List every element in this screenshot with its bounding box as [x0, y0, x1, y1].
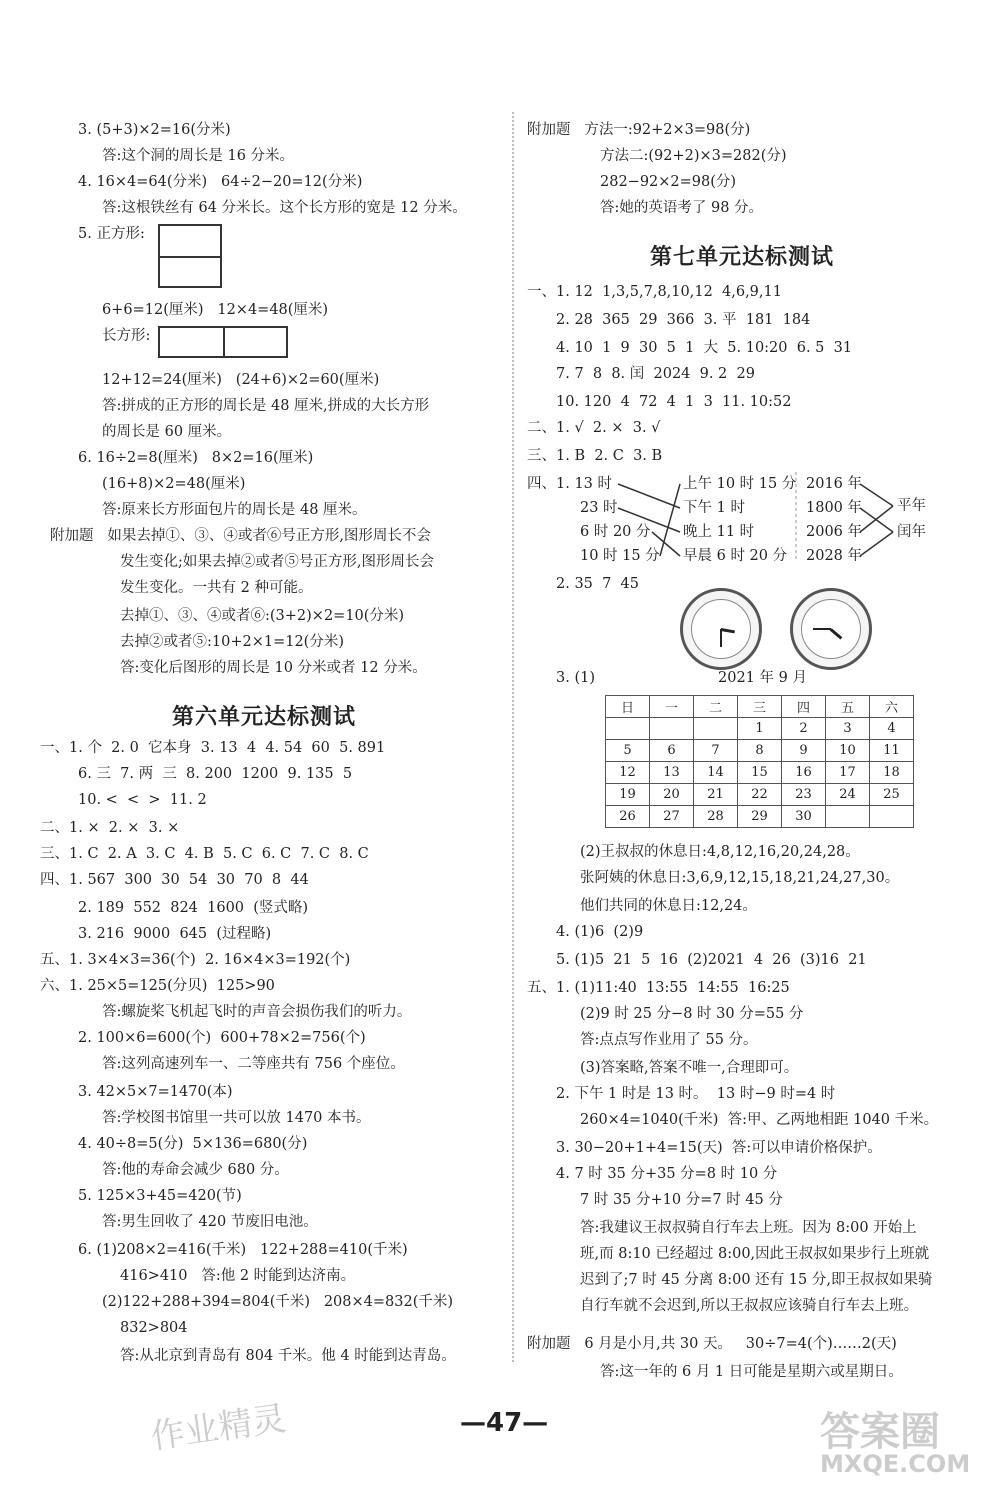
calendar-cell: 27 — [650, 806, 694, 828]
text-line: 23 时 — [580, 500, 618, 516]
text-line: 2. 189 552 824 1600 (竖式略) — [78, 900, 309, 916]
text-line: 4. (1)6 (2)9 — [556, 924, 644, 940]
calendar-cell: 9 — [782, 740, 826, 762]
text-line: 答:这根铁丝有 64 分米长。这个长方形的宽是 12 分米。 — [102, 200, 467, 216]
clock-icon — [790, 588, 872, 670]
calendar-cell: 5 — [606, 740, 650, 762]
text-line: 6 时 20 分 — [580, 524, 651, 540]
text-line: 的周长是 60 厘米。 — [102, 424, 232, 440]
text-line: 张阿姨的休息日:3,6,9,12,15,18,21,24,27,30。 — [580, 870, 900, 886]
text-line: 4. 16×4=64(分米) 64÷2−20=12(分米) — [78, 174, 363, 190]
text-line: 附加题 如果去掉①、③、④或者⑥号正方形,图形周长不会 — [50, 528, 431, 544]
calendar-cell — [650, 718, 694, 740]
unit6-title: 第六单元达标测试 — [172, 705, 357, 730]
calendar-cell: 25 — [870, 784, 914, 806]
text-line: 3. 216 9000 645 (过程略) — [78, 926, 272, 942]
calendar-header-cell: 二 — [694, 696, 738, 718]
text-line: 5. 125×3+45=420(节) — [78, 1188, 242, 1204]
text-line: 班,而 8:10 已经超过 8:00,因此王叔叔如果步行上班就 — [580, 1246, 930, 1262]
text-line: 7 时 35 分+10 分=7 时 45 分 — [580, 1192, 783, 1208]
text-line: 二、1. √ 2. × 3. √ — [527, 420, 661, 436]
text-line: 10 时 15 分 — [580, 548, 660, 564]
text-line: 答:这列高速列车一、二等座共有 756 个座位。 — [102, 1056, 405, 1072]
calendar-cell: 20 — [650, 784, 694, 806]
calendar-row — [606, 806, 914, 828]
calendar-cell: 16 — [782, 762, 826, 784]
calendar-header-cell: 一 — [650, 696, 694, 718]
calendar-cell: 18 — [870, 762, 914, 784]
text-line: (16+8)×2=48(厘米) — [102, 476, 246, 492]
text-line: 一、1. 12 1,3,5,7,8,10,12 4,6,9,11 — [527, 284, 782, 300]
text-line: 答:她的英语考了 98 分。 — [600, 200, 764, 216]
text-line: 2016 年 — [806, 476, 863, 492]
text-line: 方法二:(92+2)×3=282(分) — [600, 148, 787, 164]
text-line: 答:点点写作业用了 55 分。 — [580, 1032, 758, 1048]
text-line: 2. 28 365 29 366 3. 平 181 184 — [556, 312, 811, 328]
text-line: 迟到了;7 时 45 分离 8:00 还有 15 分,即王叔叔如果骑 — [580, 1272, 933, 1288]
text-line: 答:这个洞的周长是 16 分米。 — [102, 148, 295, 164]
calendar-cell — [870, 806, 914, 828]
unit7-title: 第七单元达标测试 — [650, 245, 835, 270]
calendar-cell: 29 — [738, 806, 782, 828]
calendar-cell: 23 — [782, 784, 826, 806]
text-line: 附加题 6 月是小月,共 30 天。 30÷7=4(个)……2(天) — [527, 1336, 897, 1352]
text-line: 答:学校图书馆里一共可以放 1470 本书。 — [102, 1110, 371, 1126]
text-line: 2. 100×6=600(个) 600+78×2=756(个) — [78, 1030, 366, 1046]
text-line: 4. 10 1 9 30 5 1 大 5. 10:20 6. 5 31 — [556, 340, 853, 356]
calendar-cell: 28 — [694, 806, 738, 828]
text-line: 5. (1)5 21 5 16 (2)2021 4 26 (3)16 21 — [556, 952, 867, 968]
text-line: 6+6=12(厘米) 12×4=48(厘米) — [102, 302, 329, 318]
text-line: 416>410 答:他 2 时能到达济南。 — [120, 1268, 356, 1284]
text-line: 6. 三 7. 两 三 8. 200 1200 9. 135 5 — [78, 766, 353, 782]
text-line: 答:螺旋桨飞机起飞时的声音会损伤我们的听力。 — [102, 1004, 412, 1020]
text-line: 发生变化。一共有 2 种可能。 — [120, 580, 313, 596]
text-line: 答:变化后图形的周长是 10 分米或者 12 分米。 — [120, 660, 427, 676]
text-line: 三、1. C 2. A 3. C 4. B 5. C 6. C 7. C 8. C — [40, 846, 369, 862]
calendar-cell: 22 — [738, 784, 782, 806]
calendar-table — [605, 695, 914, 828]
text-line: 10. 120 4 72 4 1 3 11. 10:52 — [556, 394, 792, 410]
text-line: 答:男生回收了 420 节废旧电池。 — [102, 1214, 318, 1230]
calendar-header-cell: 四 — [782, 696, 826, 718]
text-line: 自行车就不会迟到,所以王叔叔应该骑自行车去上班。 — [580, 1298, 919, 1314]
text-line: 10. < < > 11. 2 — [78, 792, 207, 808]
watermark-site: MXQE.COM — [820, 1450, 971, 1478]
text-line: 五、1. (1)11:40 13:55 14:55 16:25 — [527, 980, 790, 996]
text-line: 平年 — [897, 498, 926, 514]
text-line: 答:从北京到青岛有 804 千米。他 4 时能到达青岛。 — [120, 1348, 456, 1364]
calendar-row — [606, 740, 914, 762]
calendar-header-cell: 三 — [738, 696, 782, 718]
calendar-cell: 13 — [650, 762, 694, 784]
calendar-row — [606, 784, 914, 806]
calendar-cell: 8 — [738, 740, 782, 762]
text-line: (3)答案略,答案不唯一,合理即可。 — [580, 1060, 799, 1076]
calendar-cell: 3 — [826, 718, 870, 740]
calendar-cell: 17 — [826, 762, 870, 784]
text-line: 2028 年 — [806, 548, 863, 564]
text-line: 五、1. 3×4×3=36(个) 2. 16×4×3=192(个) — [40, 952, 351, 968]
text-line: 2006 年 — [806, 524, 863, 540]
calendar-cell: 14 — [694, 762, 738, 784]
text-line: 他们共同的休息日:12,24。 — [580, 898, 757, 914]
text-line: 3. (1) — [556, 670, 595, 686]
text-line: 附加题 方法一:92+2×3=98(分) — [527, 122, 751, 138]
calendar-cell: 30 — [782, 806, 826, 828]
text-line: 去掉①、③、④或者⑥:(3+2)×2=10(分米) — [120, 608, 405, 624]
text-line: 二、1. × 2. × 3. × — [40, 820, 180, 836]
clock-icon — [680, 588, 762, 670]
text-line: 2021 年 9 月 — [718, 670, 807, 686]
text-line: 6. (1)208×2=416(千米) 122+288=410(千米) — [78, 1242, 408, 1258]
calendar-cell: 7 — [694, 740, 738, 762]
calendar-cell: 10 — [826, 740, 870, 762]
text-line: 4. 7 时 35 分+35 分=8 时 10 分 — [556, 1166, 778, 1182]
calendar-header-cell: 日 — [606, 696, 650, 718]
calendar-cell: 12 — [606, 762, 650, 784]
text-line: 3. 42×5×7=1470(本) — [78, 1084, 233, 1100]
text-line: (2)9 时 25 分−8 时 30 分=55 分 — [580, 1006, 804, 1022]
calendar-cell — [826, 806, 870, 828]
text-line: 282−92×2=98(分) — [600, 174, 737, 190]
text-line: 7. 7 8 8. 闰 2024 9. 2 29 — [556, 366, 755, 382]
text-line: 下午 1 时 — [683, 500, 745, 516]
text-line: 晚上 11 时 — [683, 524, 755, 540]
text-line: 答:他的寿命会减少 680 分。 — [102, 1162, 289, 1178]
text-line: 答:拼成的正方形的周长是 48 厘米,拼成的大长方形 — [102, 398, 430, 414]
text-line: 答:原来长方形面包片的周长是 48 厘米。 — [102, 502, 367, 518]
calendar-cell: 6 — [650, 740, 694, 762]
text-line: 去掉②或者⑤:10+2×1=12(分米) — [120, 634, 344, 650]
text-line: 发生变化;如果去掉②或者⑤号正方形,图形周长会 — [120, 554, 434, 570]
page-number: —47— — [460, 1408, 549, 1438]
text-line: 832>804 — [120, 1320, 188, 1336]
text-line: 260×4=1040(千米) 答:甲、乙两地相距 1040 千米。 — [580, 1112, 939, 1128]
calendar-cell: 15 — [738, 762, 782, 784]
calendar-header-cell: 六 — [870, 696, 914, 718]
watermark-brand: 答案圈 — [820, 1409, 940, 1455]
text-line: 四、1. 567 300 30 54 30 70 8 44 — [40, 872, 309, 888]
text-line: 12+12=24(厘米) (24+6)×2=60(厘米) — [102, 372, 380, 388]
text-line: 4. 40÷8=5(分) 5×136=680(分) — [78, 1136, 308, 1152]
text-line: 5. 正方形: — [78, 226, 145, 242]
text-line: 6. 16÷2=8(厘米) 8×2=16(厘米) — [78, 450, 314, 466]
calendar-cell: 19 — [606, 784, 650, 806]
text-line: 一、1. 个 2. 0 它本身 3. 13 4 4. 54 60 5. 891 — [40, 740, 386, 756]
calendar-cell — [694, 718, 738, 740]
text-line: 早晨 6 时 20 分 — [683, 548, 788, 564]
text-line: 2. 下午 1 时是 13 时。 13 时−9 时=4 时 — [556, 1086, 836, 1102]
text-line: (2)王叔叔的休息日:4,8,12,16,20,24,28。 — [580, 844, 860, 860]
calendar-cell: 1 — [738, 718, 782, 740]
text-line: 答:我建议王叔叔骑自行车去上班。因为 8:00 开始上 — [580, 1220, 917, 1236]
calendar-cell: 24 — [826, 784, 870, 806]
calendar-row — [606, 762, 914, 784]
text-line: 长方形: — [102, 328, 151, 344]
calendar-cell: 11 — [870, 740, 914, 762]
text-line: 3. (5+3)×2=16(分米) — [78, 122, 231, 138]
calendar-cell: 4 — [870, 718, 914, 740]
calendar-cell: 21 — [694, 784, 738, 806]
watermark-stamp: 作业精灵 — [148, 1398, 289, 1458]
text-line: 四、1. 13 时 — [527, 476, 613, 492]
text-line: 2. 35 7 45 — [556, 576, 640, 592]
calendar-cell: 26 — [606, 806, 650, 828]
calendar-cell: 2 — [782, 718, 826, 740]
text-line: 3. 30−20+1+4=15(天) 答:可以申请价格保护。 — [556, 1140, 882, 1156]
text-line: 1800 年 — [806, 500, 863, 516]
text-line: 六、1. 25×5=125(分贝) 125>90 — [40, 978, 275, 994]
calendar-row — [606, 718, 914, 740]
text-line: 答:这一年的 6 月 1 日可能是星期六或星期日。 — [600, 1364, 903, 1380]
text-line: 闰年 — [897, 524, 926, 540]
text-line: 三、1. B 2. C 3. B — [527, 448, 663, 464]
text-line: 上午 10 时 15 分 — [683, 476, 797, 492]
text-line: (2)122+288+394=804(千米) 208×4=832(千米) — [102, 1294, 454, 1310]
calendar-header-cell: 五 — [826, 696, 870, 718]
calendar-cell — [606, 718, 650, 740]
